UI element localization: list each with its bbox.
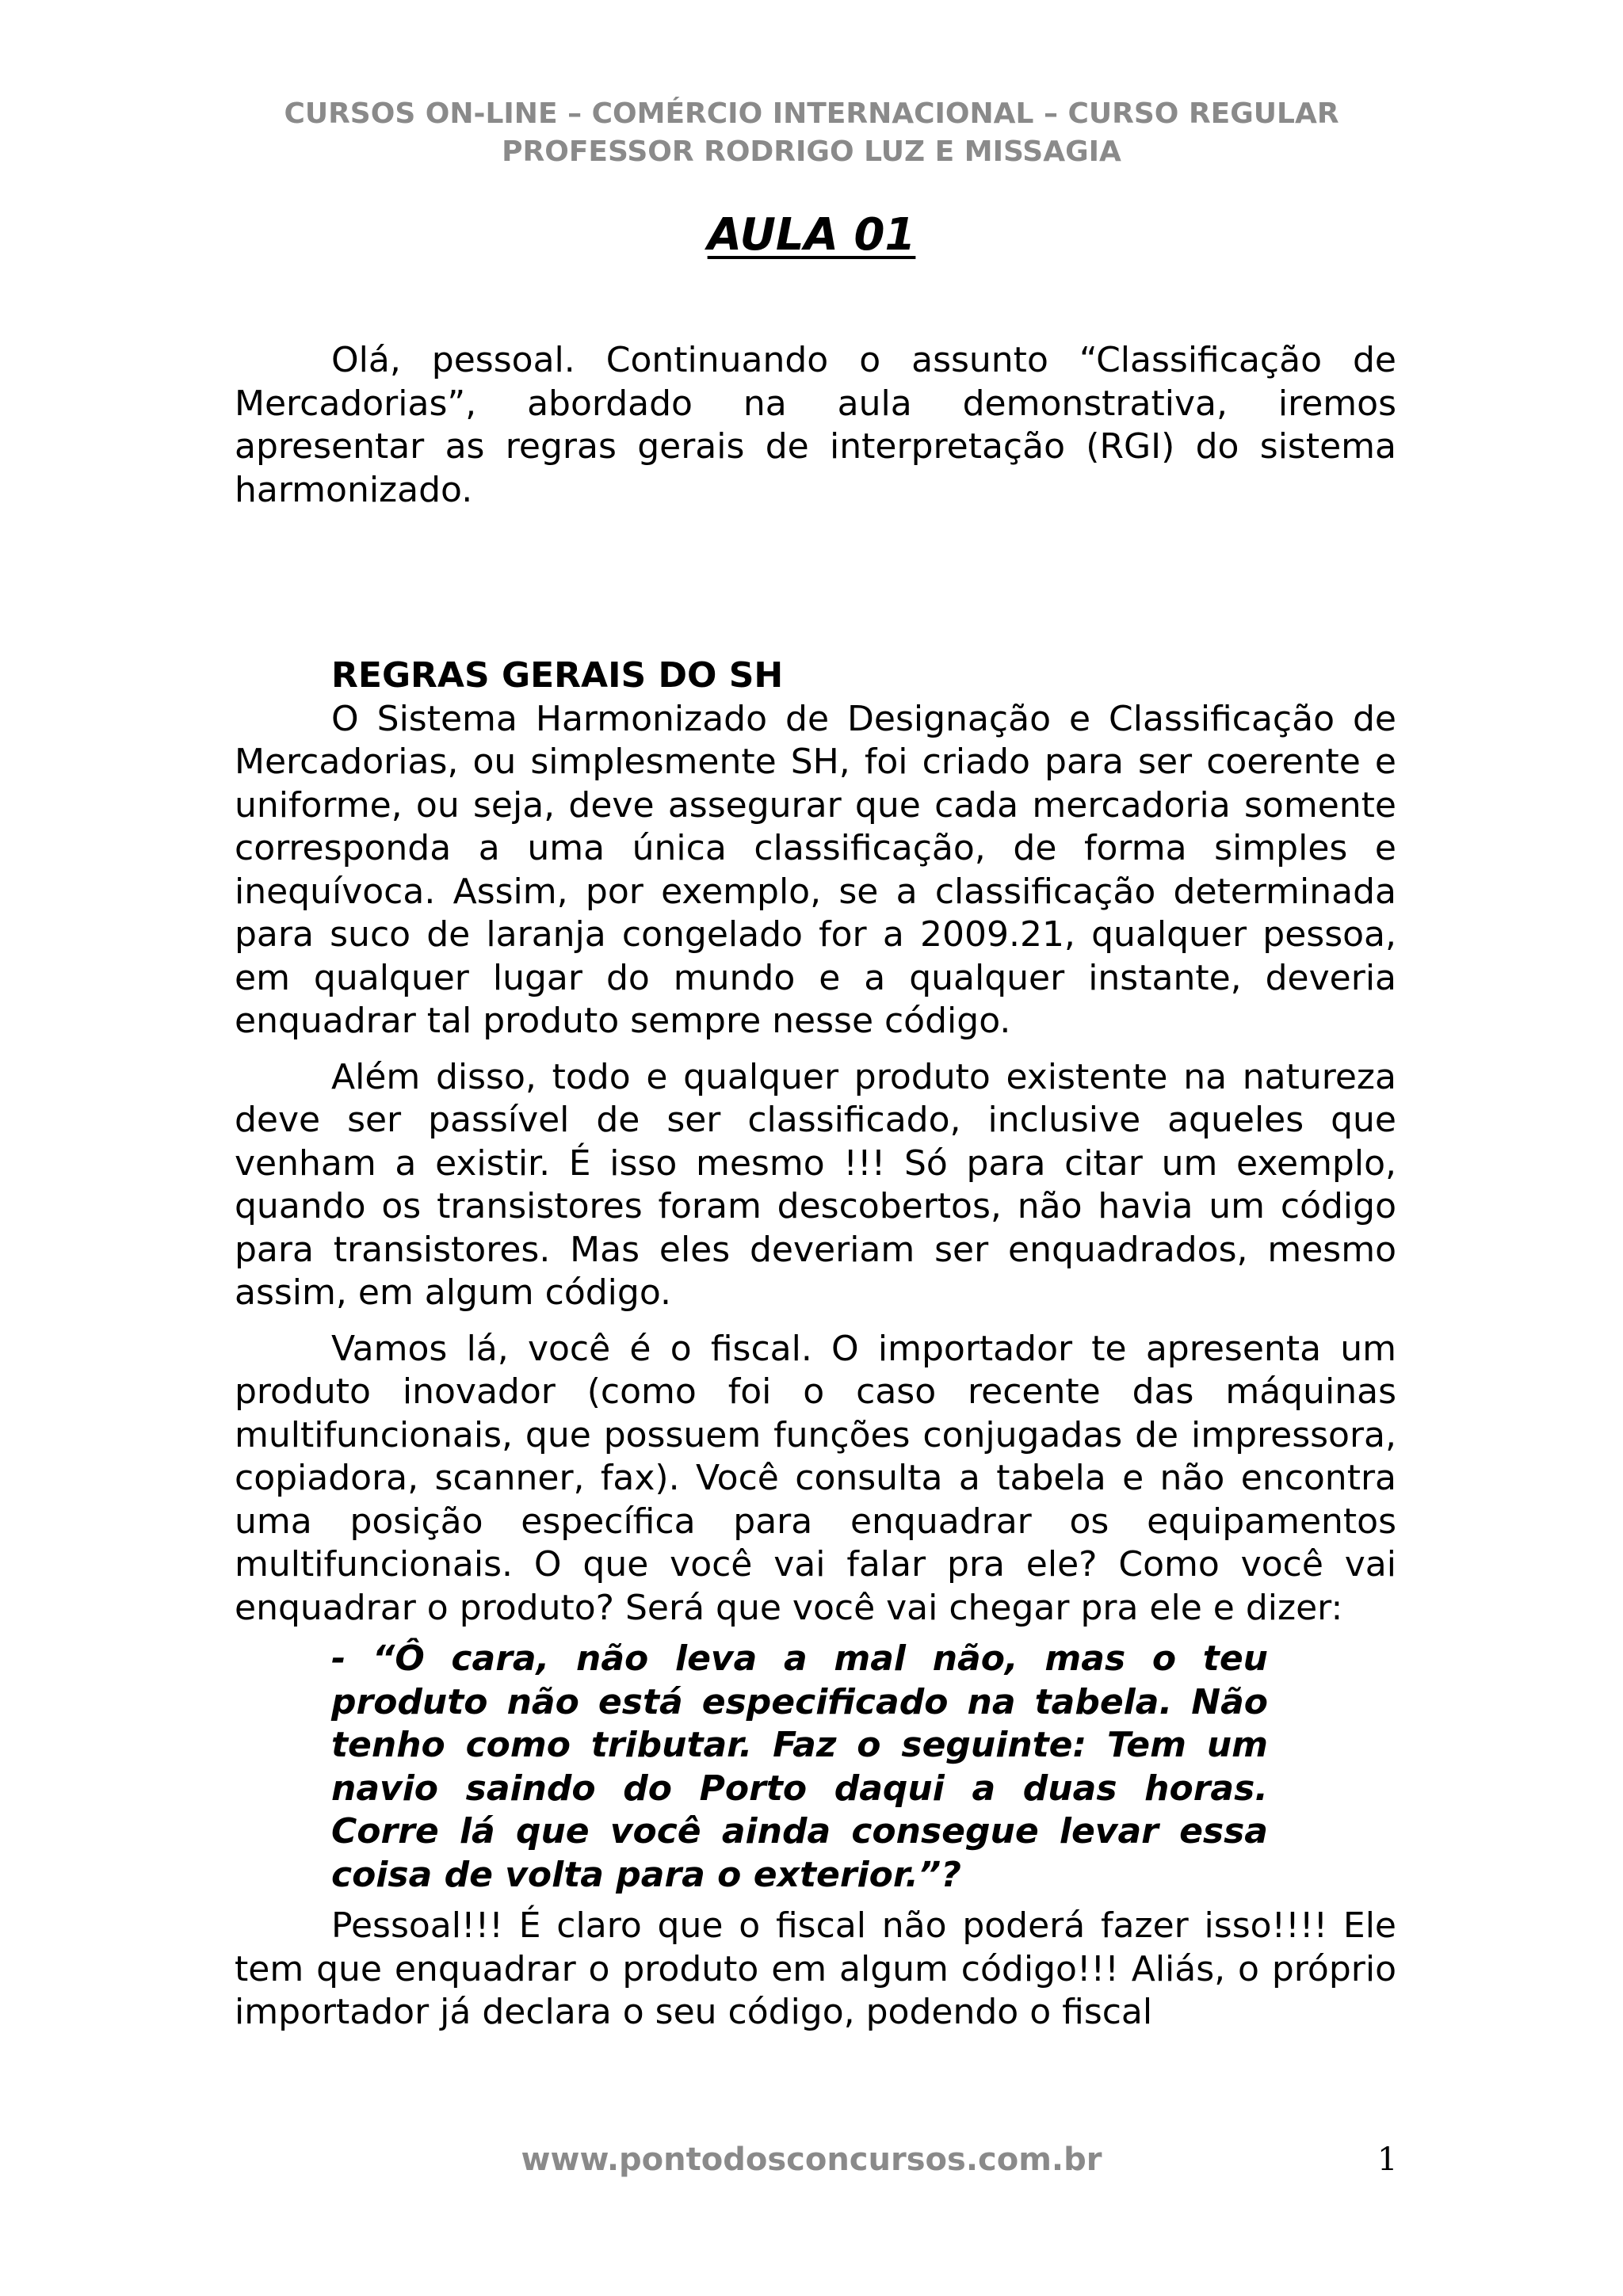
- header-professor-line: PROFESSOR RODRIGO LUZ E MISSAGIA: [502, 135, 1121, 168]
- paragraph-sh-definition: O Sistema Harmonizado de Designação e Classificação de Mercadorias, ou simplesmente SH, foi criado para ser coerente e uniforme, ou seja, deve assegurar que cada mercadoria somente corresponda a uma única classificação, de forma simples e inequívoca. Assim, por exemplo, se a classificação determinada para suco de laranja congelado for a 2009.21, qualquer pessoa, em qualquer lugar do mundo e a qualquer instante, deveria enquadrar tal produto sempre nesse código.: [235, 698, 1396, 1041]
- paragraph-conclusion: Pessoal!!! É claro que o fiscal não poderá fazer isso!!!! Ele tem que enquadrar o produto em algum código!!! Aliás, o próprio importador já declara o seu código, podendo o fiscal: [235, 1905, 1396, 2032]
- footer-url: www.pontodosconcursos.com.br: [521, 2142, 1102, 2178]
- intro-paragraph: Olá, pessoal. Continuando o assunto “Classificação de Mercadorias”, abordado na aula demonstrativa, iremos apresentar as regras gerais de interpretação (RGI) do sistema harmonizado.: [235, 340, 1396, 510]
- lesson-body: [235, 339, 1396, 2035]
- quote-block: - “Ô cara, não leva a mal não, mas o teu produto não está especificado na tabela. Não tenho como tributar. Faz o seguinte: Tem um navio saindo do Porto daqui a duas horas. Corre lá que você ainda consegue levar essa coisa de volta para o exterior.”?: [331, 1638, 1268, 1895]
- header-course-line: CURSOS ON-LINE – COMÉRCIO INTERNACIONAL – CURSO REGULAR: [284, 97, 1339, 130]
- page-header: [0, 95, 1623, 171]
- page-number: 1: [1377, 2142, 1398, 2178]
- lesson-title: AULA 01: [707, 209, 916, 261]
- paragraph-fiscal-scenario: Vamos lá, você é o fiscal. O importador te apresenta um produto inovador (como foi o caso recente das máquinas multifuncionais, que possuem funções conjugadas de impressora, copiadora, scanner, fax). Você consulta a tabela e não encontra uma posição específica para enquadrar os equipamentos multifuncionais. O que você vai falar pra ele? Como você vai enquadrar o produto? Será que você vai chegar pra ele e dizer:: [235, 1328, 1396, 1628]
- section-heading: REGRAS GERAIS DO SH: [331, 655, 784, 696]
- paragraph-new-products: Além disso, todo e qualquer produto existente na natureza deve ser passível de ser classificado, inclusive aqueles que venham a existir. É isso mesmo !!! Só para citar um exemplo, quando os transistores foram descobertos, não havia um código para transistores. Mas eles deveriam ser enquadrados, mesmo assim, em algum código.: [235, 1056, 1396, 1313]
